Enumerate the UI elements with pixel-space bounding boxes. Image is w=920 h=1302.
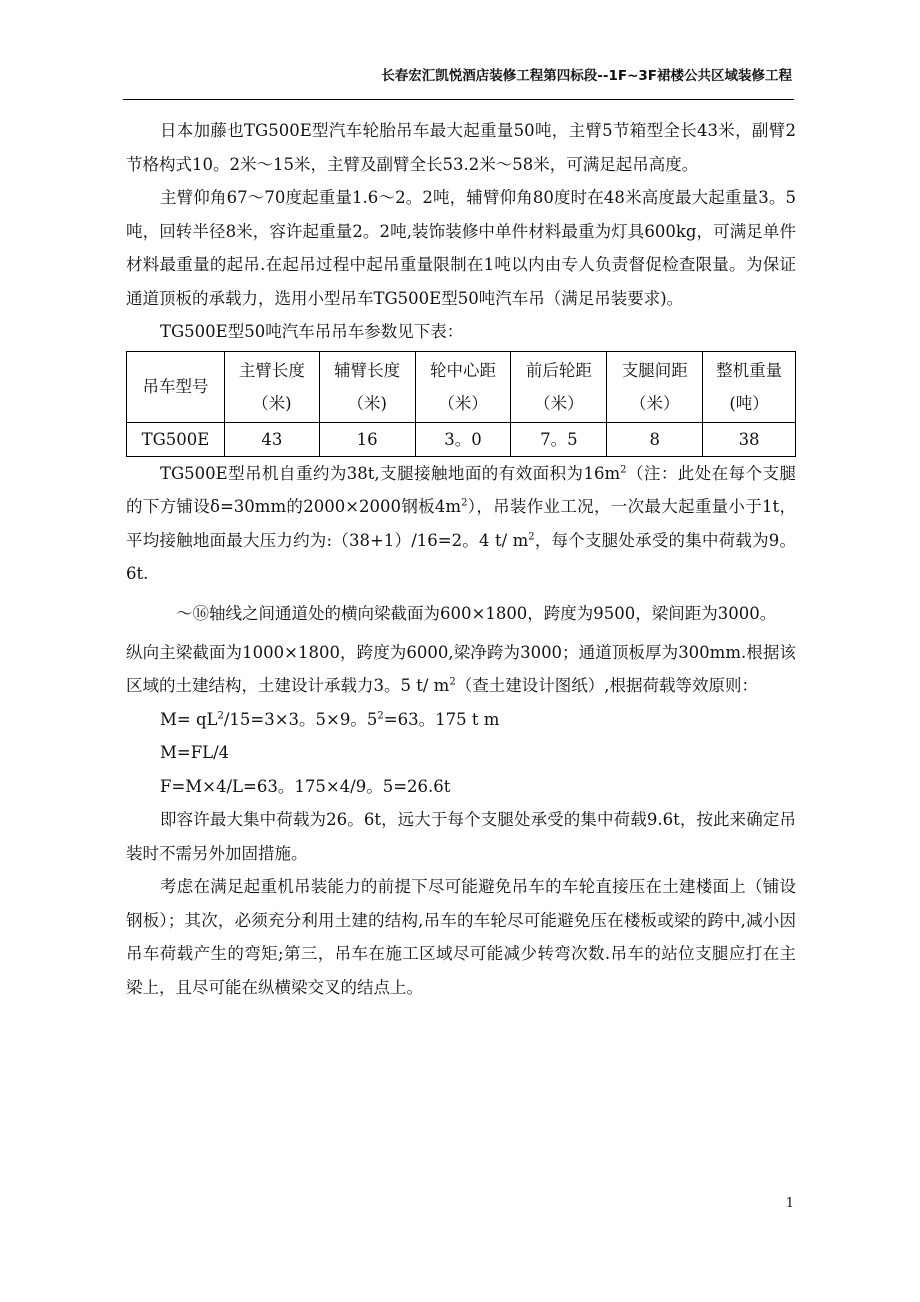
table-header-cell: 轮中心距 （米） (415, 351, 511, 422)
crane-parameter-table (126, 351, 796, 457)
paragraph-beam-section: ～⑯轴线之间通道处的横向梁截面为600×1800，跨度为9500，梁间距为3000。 (176, 603, 777, 623)
table-cell: 8 (607, 422, 703, 456)
table-header-cell: 主臂长度 （米) (224, 351, 319, 422)
table-header-cell: 吊车型号 (127, 351, 225, 422)
table-cell: 7。5 (511, 422, 607, 456)
paragraph-main-beam: 纵向主梁截面为1000×1800，跨度为6000,梁净跨为3000；通道顶板厚为300mm.根据该区域的土建结构，土建设计承载力3。5 t/ $m^2$（查土建设计图纸）,根据荷载等效原则： (126, 642, 796, 695)
paragraph-crane-spec: 日本加藤也TG500E型汽车轮胎吊车最大起重量50吨，主臂5节箱型全长43米，副臂2节格构式10。2米～15米，主臂及副臂全长53.2米～58米，可满足起吊高度。 (126, 121, 796, 174)
formula-moment: $M= qL^2/15=3\times 3$。5×9。$5^2=63$。175 t m (160, 709, 500, 729)
table-header-cell: 支腿间距 （米） (607, 351, 703, 422)
page-number: 1 (785, 1196, 794, 1211)
paragraph-lifting-capacity: 主臂仰角67～70度起重量1.6～2。2吨，辅臂仰角80度时在48米高度最大起重量3。5吨，回转半径8米，容许起重量2。2吨,装饰装修中单件材料最重为灯具600kg，可满足单件材料最重量的起吊.在起吊过程中起吊重量限制在1吨以内由专人负责督促检查限量。为保证通道顶板的承载力，选用小型吊车TG500E型50吨汽车吊（满足吊装要求)。 (126, 188, 796, 308)
paragraph-ground-pressure: TG500E型吊机自重约为38t,支腿接触地面的有效面积为$16m^2$（注：此处在每个支腿的下方铺设δ=30mm的2000×2000钢板$4m^2$），吊装作业工况，一次最大起重量小于1t，平均接触地面最大压力约为:（38+1）/16=2。4 t/ $m^2$，每个支腿处承受的集中荷载为9。6t. (126, 463, 796, 583)
table-row (127, 422, 796, 456)
table-header-cell: 辅臂长度 （米) (319, 351, 415, 422)
paragraph-table-intro: TG500E型50吨汽车吊吊车参数见下表： (160, 322, 464, 341)
header-divider (123, 99, 794, 100)
paragraph-conclusion: 即容许最大集中荷载为26。6t，远大于每个支腿处承受的集中荷载9.6t，按此来确定吊装时不需另外加固措施。 (126, 810, 796, 863)
formula-moment-load: M=FL/4 (160, 743, 230, 762)
table-cell: 3。0 (415, 422, 511, 456)
table-header-cell: 前后轮距 （米） (511, 351, 607, 422)
page-header: 长春宏汇凯悦酒店装修工程第四标段--1F~3F裙楼公共区域装修工程 (381, 68, 792, 84)
table-header-cell: 整机重量 (吨） (703, 351, 796, 422)
formula-force: F=M×4/L=63。175×4/9。5=26.6t (160, 776, 451, 796)
table-header-row (127, 351, 796, 422)
table-cell: TG500E (127, 422, 225, 456)
table-cell: 43 (224, 422, 319, 456)
paragraph-considerations: 考虑在满足起重机吊装能力的前提下尽可能避免吊车的车轮直接压在土建楼面上（铺设钢板）；其次，必须充分利用土建的结构,吊车的车轮尽可能避免压在楼板或梁的跨中,减小因吊车荷载产生的弯矩;第三，吊车在施工区域尽可能减少转弯次数.吊车的站位支腿应打在主梁上，且尽可能在纵横梁交叉的结点上。 (126, 877, 796, 997)
table-cell: 16 (319, 422, 415, 456)
document-body (126, 114, 796, 1004)
table-cell: 38 (703, 422, 796, 456)
